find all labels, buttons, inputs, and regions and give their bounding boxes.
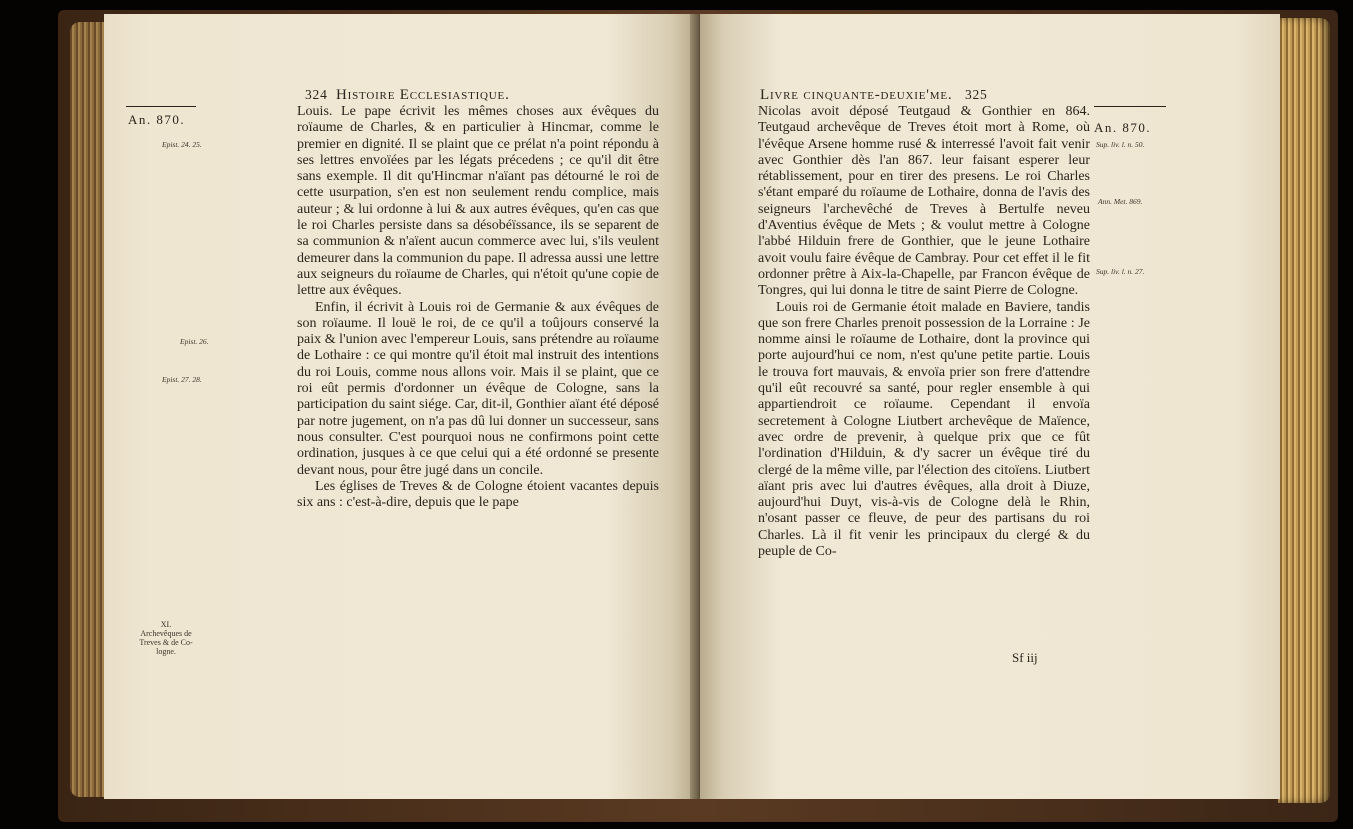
left-paragraph-2: Enfin, il écrivit à Louis roi de Germanie & aux évêques de son roïaume. Il louë le roi, de ce qu'il a toûjours conservé la paix & l'union avec l'empereur Louis, sans prétendre au roïaume de Lothaire : ce qui montre qu'il étoit mal instruit des intentions du roi Louis, comme nous allons voir. Mais il se plaint, que ce roi eût permis d'ordonner un évêque de Cologne, sans la participation du saint siége. Car, dit-il, Gonthier aïant été déposé par notre jugement, on n'a pas dû lui donner un successeur, sans nous consulter. C'est pourquoi nous ne confirmons point cette ordination, jusques à ce que celui qui a été ordonné se presente devant nous, pour être jugé dans un concile.	[297, 299, 659, 478]
left-header	[305, 87, 510, 104]
left-margin-note-2: Epist. 26.	[180, 337, 209, 346]
right-page-number: 325	[964, 87, 988, 102]
left-margin-note-3: Epist. 27. 28.	[162, 375, 202, 384]
side-heading-line-2: Treves & de Co-	[139, 638, 193, 647]
left-margin-note-1: Epist. 24. 25.	[162, 140, 202, 149]
left-running-head: Histoire Ecclesiastique.	[336, 87, 510, 103]
right-page-edges	[1278, 18, 1330, 803]
side-heading-line-3: logne.	[156, 647, 176, 656]
right-paragraph-2: Louis roi de Germanie étoit malade en Baviere, tandis que son frere Charles prenoit possession de la Lorraine : Je nomme ainsi le roïaume de Lothaire, dont la province qui porte aujourd'hui ce nom, n'est qu'une petite partie. Louis le trouva fort mauvais, & envoïa prier son frere d'attendre qu'il eût recouvré sa santé, pour regler ensemble à qui appartiendroit ce roïaume. Cependant il envoïa secretement à Cologne Liutbert archevêque de Maïence, avec ordre de prevenir, à quelque prix que ce fût l'ordination d'Hilduin, & d'y sacrer un évêque tiré du clergé de la même ville, par l'élection des citoïens. Liutbert aïant pris avec lui d'autres évêques, alla droit à Diuze, aujourd'hui Duyt, vis-à-vis de Cologne delà le Rhin, n'osant passer ce fleuve, de peur des partisans du roi Charles. Là il fit venir les principaux du clergé & du peuple de Co-	[758, 299, 1090, 560]
right-margin-note-3: Sup. liv. l. n. 27.	[1096, 267, 1145, 276]
right-year-rule	[1094, 106, 1166, 107]
side-heading-number: XI.	[160, 620, 172, 629]
right-margin-note-2: Ann. Met. 869.	[1098, 197, 1143, 206]
right-signature-mark: Sf iij	[1012, 650, 1038, 665]
right-page	[700, 14, 1280, 799]
left-year: An. 870.	[128, 112, 186, 127]
left-side-heading	[126, 620, 206, 656]
right-paragraph-1: Nicolas avoit déposé Teutgaud & Gonthier en 864. Teutgaud archevêque de Treves étoit mort à Rome, où l'évêque Arsene homme rusé & interressé l'avoit fait venir avec Gonthier dès l'an 867. leur faisant esperer leur rétablissement, pour en tirer des presens. Le roi Charles s'étant emparé du roïaume de Lothaire, donna de l'avis des seigneurs l'archevêché de Treves à Bertulfe neveu d'Aventius évêque de Mets ; & voulut mettre à Cologne l'abbé Hilduin frere de Gonthier, que le jeune Lothaire avoit voulu faire évêque de Cambray. Pour cet effet il le fit ordonner prêtre à Aix-la-Chapelle, par Francon évêque de Tongres, qui lui donna le titre de saint Pierre de Cologne.	[758, 104, 1090, 299]
left-body	[297, 104, 659, 511]
side-heading-line-1: Archevêques de	[140, 629, 192, 638]
right-running-head: Livre cinquante-deuxie'me.	[760, 87, 953, 103]
right-header	[760, 87, 988, 104]
left-page-number: 324	[305, 87, 328, 102]
left-paragraph-1: Louis. Le pape écrivit les mêmes choses aux évêques du roïaume de Charles, & en particulier à Hincmar, comme le premier en dignité. Il se plaint que ce prélat n'a point répondu à ses lettres envoïées par les légats précedens ; ce qu'il dit être sans exemple. Il dit qu'Hincmar n'aïant pas détourné le roi de cette usurpation, s'en est non seulement rendu complice, mais auteur ; & lui ordonne à lui & aux autres évêques, qu'en cas que le roi Charles persiste dans sa désobéïssance, ils se separent de sa communion & n'aïent aucun commerce avec lui, s'ils veulent demeurer dans la communion du pape. Il adressa aussi une lettre aux seigneurs du roïaume de Charles, qui n'étoit qu'une copie de lettre aux évêques.	[297, 104, 659, 299]
right-year: An. 870.	[1094, 120, 1152, 135]
right-body	[758, 104, 1090, 560]
right-margin-note-1: Sup. liv. l. n. 50.	[1096, 140, 1145, 149]
left-page	[104, 14, 694, 799]
left-year-rule	[126, 106, 196, 107]
left-paragraph-3: Les églises de Treves & de Cologne étoient vacantes depuis six ans : c'est-à-dire, depuis que le pape	[297, 478, 659, 511]
